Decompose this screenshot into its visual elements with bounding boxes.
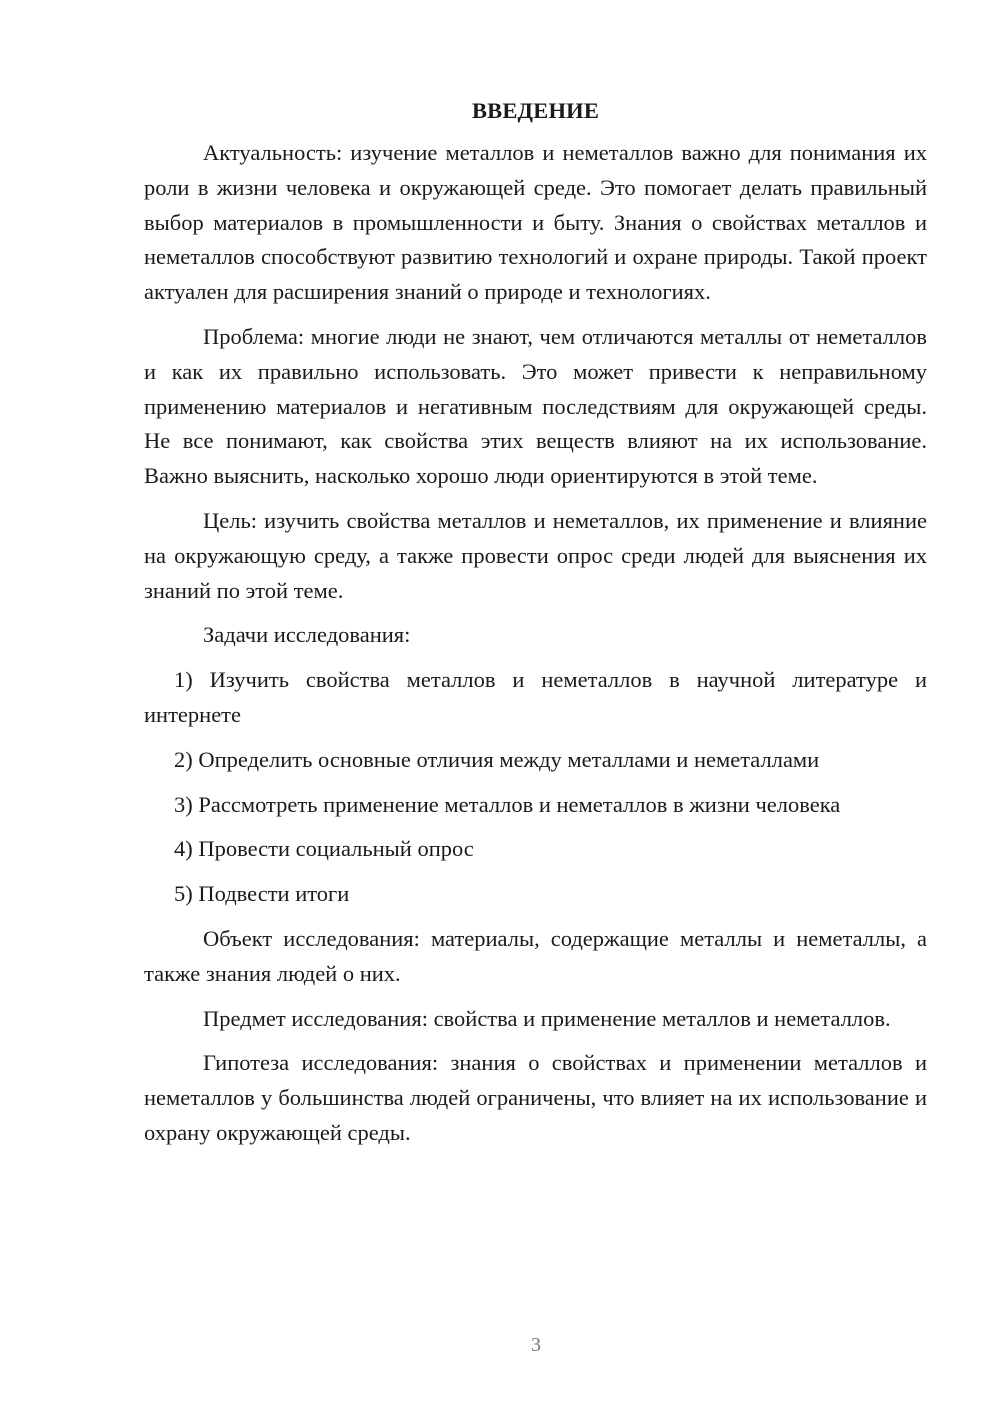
hypothesis-paragraph: Гипотеза исследования: знания о свойствах и применении металлов и неметаллов у большинства людей ограничены, что влияет на их использование и охрану окружающей среды. bbox=[144, 1050, 927, 1145]
section-heading: ВВЕДЕНИЕ bbox=[471, 98, 600, 123]
page-number: 3 bbox=[531, 1334, 541, 1356]
object-paragraph: Объект исследования: материалы, содержащие металлы и неметаллы, а также знания людей о них. bbox=[144, 925, 927, 986]
relevance-paragraph: Актуальность: изучение металлов и неметаллов важно для понимания их роли в жизни человека и окружающей среде. Это помогает делать правильный выбор материалов в промышленности и быту. Знания о свойствах металлов и неметаллов способствуют развитию технологий и охране природы. Такой проект актуален для расширения знаний о природе и технологиях. bbox=[144, 140, 927, 305]
task-item-5: 5) Подвести итоги bbox=[174, 881, 350, 907]
task-item-3: 3) Рассмотреть применение металлов и неметаллов в жизни человека bbox=[174, 791, 841, 817]
problem-paragraph: Проблема: многие люди не знают, чем отличаются металлы от неметаллов и как их правильно использовать. Это может привести к неправильному применению материалов и негативным последствиям для окружающей среды. Не все понимают, как свойства этих веществ влияют на их использование. Важно выяснить, насколько хорошо люди ориентируются в этой теме. bbox=[144, 323, 927, 489]
task-item-1: 1) Изучить свойства металлов и неметаллов в научной литературе и интернете bbox=[144, 667, 927, 727]
task-item-2: 2) Определить основные отличия между металлами и неметаллами bbox=[174, 746, 820, 772]
subject-paragraph: Предмет исследования: свойства и применение металлов и неметаллов. bbox=[203, 1005, 891, 1031]
goal-paragraph: Цель: изучить свойства металлов и неметаллов, их применение и влияние на окружающую среду, а также провести опрос среди людей для выяснения их знаний по этой теме. bbox=[144, 507, 927, 603]
page-content bbox=[144, 96, 927, 1151]
tasks-title: Задачи исследования: bbox=[203, 622, 411, 648]
task-item-4: 4) Провести социальный опрос bbox=[174, 836, 474, 862]
